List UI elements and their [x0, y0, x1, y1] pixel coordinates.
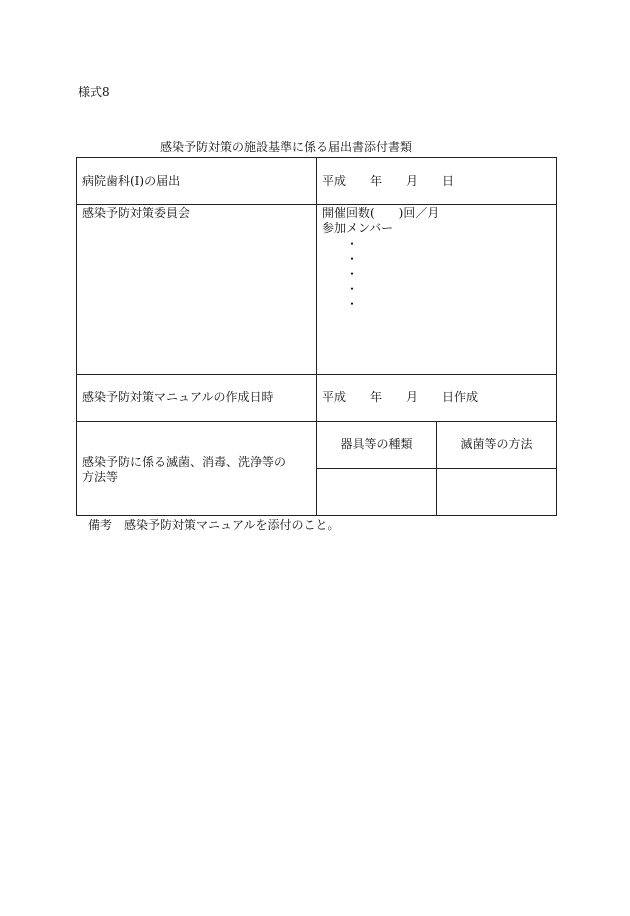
member-bullet[interactable]: ・ [346, 267, 359, 281]
sterilization-label: 感染予防に係る滅菌、消毒、洗浄等の [82, 455, 287, 469]
equipment-type-cell[interactable] [317, 469, 436, 515]
member-bullet[interactable]: ・ [346, 237, 359, 251]
equipment-type-header: 器具等の種類 [340, 437, 413, 451]
sterilization-method-header: 滅菌等の方法 [460, 437, 533, 451]
meeting-frequency[interactable]: 開催回数( )回／月 [322, 206, 440, 220]
table-border [76, 157, 77, 516]
notification-label: 病院歯科(Ⅰ)の届出 [82, 174, 181, 188]
manual-label: 感染予防対策マニュアルの作成日時 [82, 390, 274, 404]
member-bullet[interactable]: ・ [346, 282, 359, 296]
year-label: 年 [370, 174, 383, 188]
document-title: 感染予防対策の施設基準に係る届出書添付書類 [160, 140, 413, 154]
day-label: 日 [442, 174, 455, 188]
member-bullet[interactable]: ・ [346, 297, 359, 311]
year-label: 年 [370, 390, 383, 404]
day-label: 日作成 [442, 390, 479, 404]
era-label: 平成 [322, 174, 347, 188]
remarks-note: 備考 感染予防対策マニュアルを添付のこと。 [88, 518, 340, 532]
month-label: 月 [406, 174, 419, 188]
members-label: 参加メンバー [322, 221, 394, 235]
member-bullet[interactable]: ・ [346, 252, 359, 266]
form-number: 様式8 [78, 85, 110, 99]
table-border [556, 157, 557, 516]
sterilization-method-cell[interactable] [437, 469, 556, 515]
month-label: 月 [406, 390, 419, 404]
column-divider [316, 157, 317, 516]
era-label: 平成 [322, 390, 347, 404]
committee-label: 感染予防対策委員会 [82, 206, 191, 220]
sterilization-label-cont: 方法等 [82, 470, 119, 484]
